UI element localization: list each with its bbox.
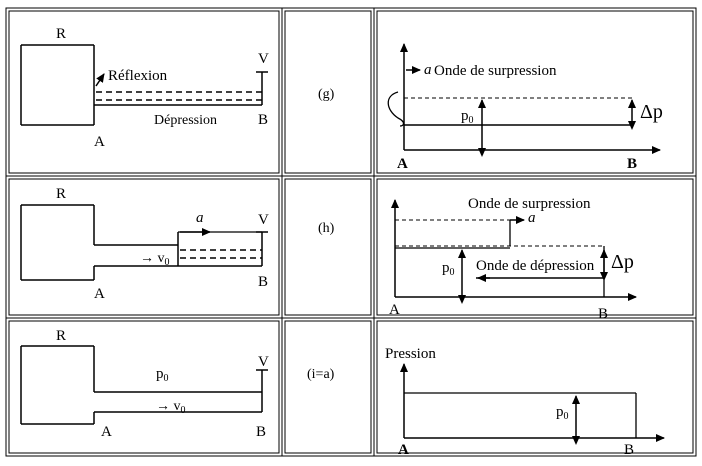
p0-label: $p_0$: [556, 404, 569, 422]
surpression-label: Onde de surpression: [468, 196, 591, 212]
valve-label: V: [258, 354, 269, 370]
point-a-label: A: [94, 134, 105, 150]
point-a-label: A: [101, 424, 112, 440]
point-a-label: A: [397, 156, 408, 172]
reflection-curve: [388, 92, 403, 126]
row-g-left-diagram: [21, 26, 269, 150]
row-i-right-diagram: [385, 346, 664, 458]
row-tag-h: (h): [318, 221, 335, 236]
row-tag-g: (g): [318, 87, 335, 102]
valve-label: V: [258, 51, 269, 67]
point-b-label: B: [624, 442, 635, 458]
reservoir-label: R: [56, 186, 67, 202]
surpression-label: Onde de surpression: [434, 63, 557, 79]
point-a-label: A: [389, 302, 400, 318]
p0-label: $p_0$: [461, 108, 474, 126]
dp-label: Δp: [611, 251, 634, 273]
point-b-label: B: [256, 424, 267, 440]
reflection-label: Réflexion: [108, 68, 168, 84]
reflection-arrow: [96, 74, 104, 86]
wave-symbol: a: [424, 62, 432, 78]
point-b-label: B: [258, 112, 269, 128]
reservoir-label: R: [56, 26, 67, 42]
velocity-label: → $v_0$: [156, 399, 186, 416]
wave-symbol: a: [528, 210, 536, 226]
point-a-label: A: [94, 286, 105, 302]
point-b-label: B: [258, 274, 269, 290]
reservoir-label: R: [56, 328, 67, 344]
point-a-label: A: [398, 442, 409, 458]
row-i-left-diagram: [21, 328, 269, 440]
row-tag-i: (i=a): [307, 367, 335, 382]
pressure-axis-label: Pression: [385, 346, 436, 362]
p0-label: $p_0$: [156, 366, 169, 384]
depression-label: Onde de dépression: [476, 258, 595, 274]
depression-label: Dépression: [154, 113, 217, 128]
point-b-label: B: [598, 306, 609, 322]
valve-label: V: [258, 212, 269, 228]
row-g-right-diagram: [388, 44, 663, 172]
row-h-right-diagram: [389, 196, 636, 322]
velocity-label: → $v_0$: [140, 251, 170, 268]
dashed-pipe: [180, 250, 262, 258]
dashed-pipe: [96, 92, 262, 100]
wave-symbol: a: [196, 210, 204, 226]
row-h-left-diagram: [21, 186, 269, 302]
reservoir-shape: [21, 45, 94, 125]
p0-label: $p_0$: [442, 260, 455, 278]
dp-label: Δp: [640, 101, 663, 123]
reservoir-shape: [21, 346, 94, 424]
point-b-label: B: [627, 156, 638, 172]
reservoir-shape: [21, 205, 94, 280]
